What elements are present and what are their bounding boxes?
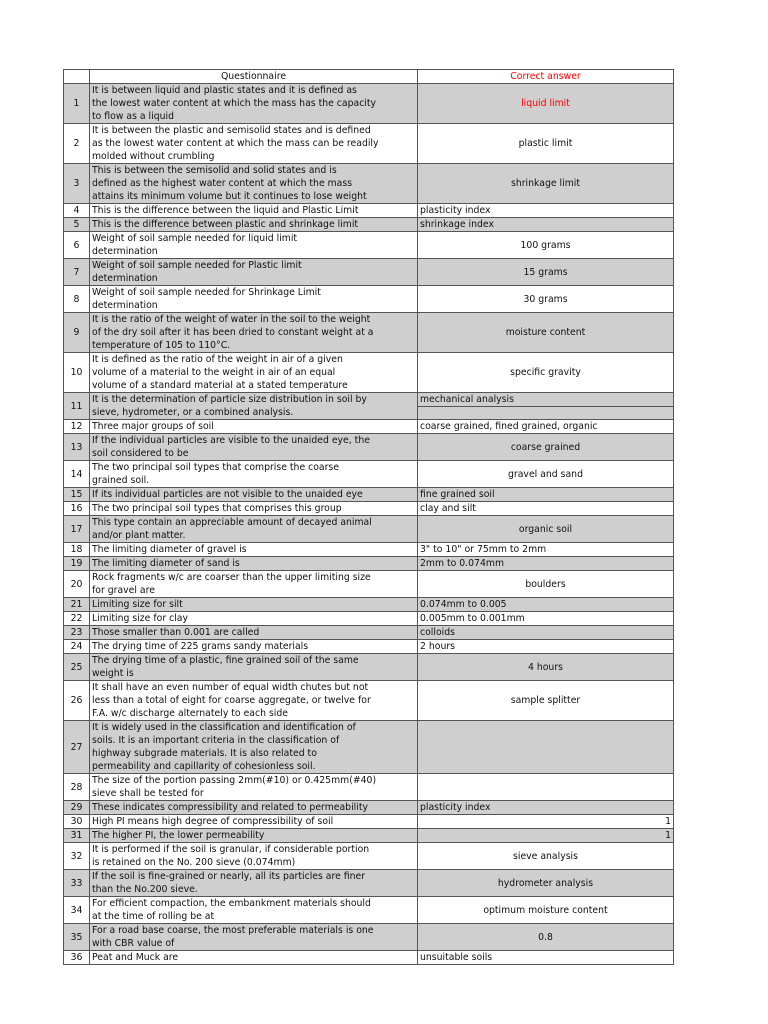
table-row [64, 434, 674, 461]
row-number: 34 [64, 897, 90, 924]
table-row [64, 681, 674, 721]
answer-cell: gravel and sand [418, 461, 674, 488]
table-row [64, 164, 674, 204]
question-line: soil considered to be [92, 448, 189, 459]
table-row [64, 502, 674, 516]
question-cell [90, 829, 418, 843]
question-cell [90, 721, 418, 774]
answer-cell: 0.074mm to 0.005 [418, 598, 674, 612]
question-line: weight is [92, 668, 134, 679]
question-line: It is between the plastic and semisolid states and is defined [92, 125, 371, 136]
question-line: volume of a standard material at a stated temperature [92, 380, 348, 391]
question-line: as the lowest water content at which the mass can be readily [92, 138, 379, 149]
question-cell [90, 353, 418, 393]
question-cell [90, 654, 418, 681]
answer-cell: plastic limit [418, 124, 674, 164]
table-row [64, 598, 674, 612]
table-row [64, 829, 674, 843]
question-line: Peat and Muck are [92, 952, 179, 963]
answer-cell: 100 grams [418, 232, 674, 259]
answer-cell: fine grained soil [418, 488, 674, 502]
table-row [64, 516, 674, 543]
question-line: determination [92, 273, 158, 284]
row-number: 15 [64, 488, 90, 502]
answer-cell [418, 721, 674, 774]
row-number: 33 [64, 870, 90, 897]
table-row [64, 612, 674, 626]
question-cell [90, 843, 418, 870]
answer-cell [418, 393, 674, 420]
question-line: It is the determination of particle size distribution in soil by [92, 394, 367, 405]
table-row [64, 124, 674, 164]
answer-cell: 2 hours [418, 640, 674, 654]
question-line: and/or plant matter. [92, 530, 186, 541]
question-line: determination [92, 300, 158, 311]
table-row [64, 897, 674, 924]
question-line: For a road base coarse, the most preferable materials is one [92, 925, 374, 936]
table-row [64, 640, 674, 654]
question-line: sieve shall be tested for [92, 788, 204, 799]
table-row [64, 420, 674, 434]
question-line: F.A. w/c discharge alternately to each side [92, 708, 288, 719]
question-line: The size of the portion passing 2mm(#10) or 0.425mm(#40) [92, 775, 377, 786]
question-line: Weight of soil sample needed for Plastic limit [92, 260, 302, 271]
table-row [64, 543, 674, 557]
question-line: The drying time of a plastic, fine grained soil of the same [92, 655, 359, 666]
question-cell [90, 557, 418, 571]
question-line: defined as the highest water content at which the mass [92, 178, 353, 189]
table-row [64, 571, 674, 598]
answer-cell: clay and silt [418, 502, 674, 516]
row-number: 3 [64, 164, 90, 204]
question-line: of the dry soil after it has been dried to constant weight at a [92, 327, 374, 338]
question-line: It is the ratio of the weight of water in the soil to the weight [92, 314, 371, 325]
question-line: It is widely used in the classification and identification of [92, 722, 356, 733]
row-number: 26 [64, 681, 90, 721]
question-cell [90, 461, 418, 488]
question-line: The two principal soil types that comprises this group [92, 503, 342, 514]
row-number: 18 [64, 543, 90, 557]
header-correct-answer: Correct answer [418, 70, 674, 84]
question-line: Rock fragments w/c are coarser than the upper limiting size [92, 572, 371, 583]
question-line: If the soil is fine-grained or nearly, all its particles are finer [92, 871, 366, 882]
table-row [64, 815, 674, 829]
row-number: 25 [64, 654, 90, 681]
question-cell [90, 204, 418, 218]
row-number: 29 [64, 801, 90, 815]
question-cell [90, 286, 418, 313]
question-line: sieve, hydrometer, or a combined analysis. [92, 407, 294, 418]
question-line: Limiting size for clay [92, 613, 188, 624]
answer-cell: specific gravity [418, 353, 674, 393]
answer-cell: 4 hours [418, 654, 674, 681]
question-line: High PI means high degree of compressibility of soil [92, 816, 334, 827]
question-line: determination [92, 246, 158, 257]
row-number: 21 [64, 598, 90, 612]
question-cell [90, 124, 418, 164]
row-number: 28 [64, 774, 90, 801]
answer-cell: 1 [418, 815, 674, 829]
question-line: This is between the semisolid and solid states and is [92, 165, 337, 176]
answer-cell: 3" to 10" or 75mm to 2mm [418, 543, 674, 557]
answer-cell: coarse grained [418, 434, 674, 461]
answer-cell: sieve analysis [418, 843, 674, 870]
question-line: This is the difference between plastic and shrinkage limit [92, 219, 359, 230]
question-cell [90, 434, 418, 461]
answer-cell: coarse grained, fined grained, organic [418, 420, 674, 434]
table-row [64, 870, 674, 897]
question-line: The drying time of 225 grams sandy materials [92, 641, 309, 652]
answer-cell: 2mm to 0.074mm [418, 557, 674, 571]
question-cell [90, 774, 418, 801]
question-cell [90, 313, 418, 353]
question-line: volume of a material to the weight in air of an equal [92, 367, 336, 378]
question-line: The higher PI, the lower permeability [92, 830, 265, 841]
table-row [64, 721, 674, 774]
question-line: temperature of 105 to 110°C. [92, 340, 231, 351]
question-line: to flow as a liquid [92, 111, 174, 122]
question-line: If its individual particles are not visible to the unaided eye [92, 489, 363, 500]
answer-cell: 0.8 [418, 924, 674, 951]
question-line: is retained on the No. 200 sieve (0.074mm) [92, 857, 296, 868]
row-number: 27 [64, 721, 90, 774]
row-number: 10 [64, 353, 90, 393]
answer-cell: 0.005mm to 0.001mm [418, 612, 674, 626]
question-line: Weight of soil sample needed for liquid limit [92, 233, 298, 244]
table-row [64, 218, 674, 232]
row-number: 11 [64, 393, 90, 420]
question-line: Three major groups of soil [92, 421, 214, 432]
question-line: For efficient compaction, the embankment materials should [92, 898, 371, 909]
table-body [64, 84, 674, 965]
question-line: The two principal soil types that comprise the coarse [92, 462, 339, 473]
question-cell [90, 897, 418, 924]
question-cell [90, 951, 418, 965]
question-line: less than a total of eight for coarse aggregate, or twelve for [92, 695, 371, 706]
question-cell [90, 815, 418, 829]
row-number: 24 [64, 640, 90, 654]
table-row [64, 313, 674, 353]
row-number: 12 [64, 420, 90, 434]
row-number: 7 [64, 259, 90, 286]
question-line: soils. It is an important criteria in the classification of [92, 735, 340, 746]
row-number: 16 [64, 502, 90, 516]
answer-cell: 30 grams [418, 286, 674, 313]
question-line: Limiting size for silt [92, 599, 183, 610]
question-line: The limiting diameter of sand is [92, 558, 240, 569]
row-number: 6 [64, 232, 90, 259]
question-line: It is between liquid and plastic states and it is defined as [92, 85, 357, 96]
row-number: 17 [64, 516, 90, 543]
question-cell [90, 612, 418, 626]
table-row [64, 259, 674, 286]
answer-cell: plasticity index [418, 204, 674, 218]
answer-cell: 1 [418, 829, 674, 843]
question-line: highway subgrade materials. It is also related to [92, 748, 317, 759]
table-row [64, 774, 674, 801]
table-row [64, 488, 674, 502]
question-cell [90, 598, 418, 612]
row-number: 19 [64, 557, 90, 571]
table-row [64, 924, 674, 951]
table-row [64, 626, 674, 640]
answer-cell: plasticity index [418, 801, 674, 815]
table-row [64, 232, 674, 259]
question-cell [90, 84, 418, 124]
header-number [64, 70, 90, 84]
question-cell [90, 393, 418, 420]
answer-cell: shrinkage index [418, 218, 674, 232]
row-number: 35 [64, 924, 90, 951]
table-row [64, 461, 674, 488]
answer-cell: optimum moisture content [418, 897, 674, 924]
question-line: It is defined as the ratio of the weight in air of a given [92, 354, 343, 365]
table-row [64, 801, 674, 815]
row-number: 5 [64, 218, 90, 232]
question-cell [90, 870, 418, 897]
table-row [64, 286, 674, 313]
question-line: The limiting diameter of gravel is [92, 544, 247, 555]
answer-cell: boulders [418, 571, 674, 598]
question-cell [90, 488, 418, 502]
table-row [64, 204, 674, 218]
question-cell [90, 801, 418, 815]
table-row [64, 557, 674, 571]
question-line: This type contain an appreciable amount of decayed animal [92, 517, 372, 528]
question-line: It is performed if the soil is granular, if considerable portion [92, 844, 370, 855]
question-cell [90, 543, 418, 557]
table-row [64, 84, 674, 124]
question-cell [90, 502, 418, 516]
header-row [64, 70, 674, 84]
header-questionnaire: Questionnaire [90, 70, 418, 84]
question-line: If the individual particles are visible to the unaided eye, the [92, 435, 370, 446]
question-line: the lowest water content at which the mass has the capacity [92, 98, 377, 109]
question-line: at the time of rolling be at [92, 911, 215, 922]
question-cell [90, 924, 418, 951]
question-cell [90, 232, 418, 259]
table-row [64, 951, 674, 965]
question-cell [90, 516, 418, 543]
question-line: Weight of soil sample needed for Shrinkage Limit [92, 287, 321, 298]
row-number: 32 [64, 843, 90, 870]
answer-cell: liquid limit [418, 84, 674, 124]
question-cell [90, 571, 418, 598]
question-cell [90, 164, 418, 204]
question-cell [90, 420, 418, 434]
table-row [64, 654, 674, 681]
answer-cell: hydrometer analysis [418, 870, 674, 897]
answer-cell: moisture content [418, 313, 674, 353]
question-line: molded without crumbling [92, 151, 215, 162]
row-number: 13 [64, 434, 90, 461]
question-line: attains its minimum volume but it continues to lose weight [92, 191, 367, 202]
row-number: 30 [64, 815, 90, 829]
question-cell [90, 259, 418, 286]
question-line: permeability and capillarity of cohesionless soil. [92, 761, 316, 772]
answer-text: mechanical analysis [418, 393, 673, 407]
questionnaire-table [63, 69, 674, 965]
question-cell [90, 218, 418, 232]
question-line: Those smaller than 0.001 are called [92, 627, 260, 638]
table-row [64, 843, 674, 870]
row-number: 22 [64, 612, 90, 626]
row-number: 23 [64, 626, 90, 640]
question-line: with CBR value of [92, 938, 175, 949]
question-line: grained soil. [92, 475, 150, 486]
row-number: 4 [64, 204, 90, 218]
table-row [64, 393, 674, 420]
question-line: This is the difference between the liquid and Plastic Limit [92, 205, 359, 216]
question-cell [90, 681, 418, 721]
question-cell [90, 640, 418, 654]
row-number: 9 [64, 313, 90, 353]
row-number: 14 [64, 461, 90, 488]
question-cell [90, 626, 418, 640]
question-line: than the No.200 sieve. [92, 884, 198, 895]
question-line: These indicates compressibility and related to permeability [92, 802, 368, 813]
answer-cell: unsuitable soils [418, 951, 674, 965]
question-line: It shall have an even number of equal width chutes but not [92, 682, 369, 693]
answer-cell: organic soil [418, 516, 674, 543]
answer-cell: colloids [418, 626, 674, 640]
row-number: 1 [64, 84, 90, 124]
row-number: 36 [64, 951, 90, 965]
answer-cell: sample splitter [418, 681, 674, 721]
row-number: 31 [64, 829, 90, 843]
answer-cell: 15 grams [418, 259, 674, 286]
row-number: 2 [64, 124, 90, 164]
answer-cell: shrinkage limit [418, 164, 674, 204]
table-row [64, 353, 674, 393]
question-line: for gravel are [92, 585, 155, 596]
row-number: 20 [64, 571, 90, 598]
answer-cell [418, 774, 674, 801]
row-number: 8 [64, 286, 90, 313]
